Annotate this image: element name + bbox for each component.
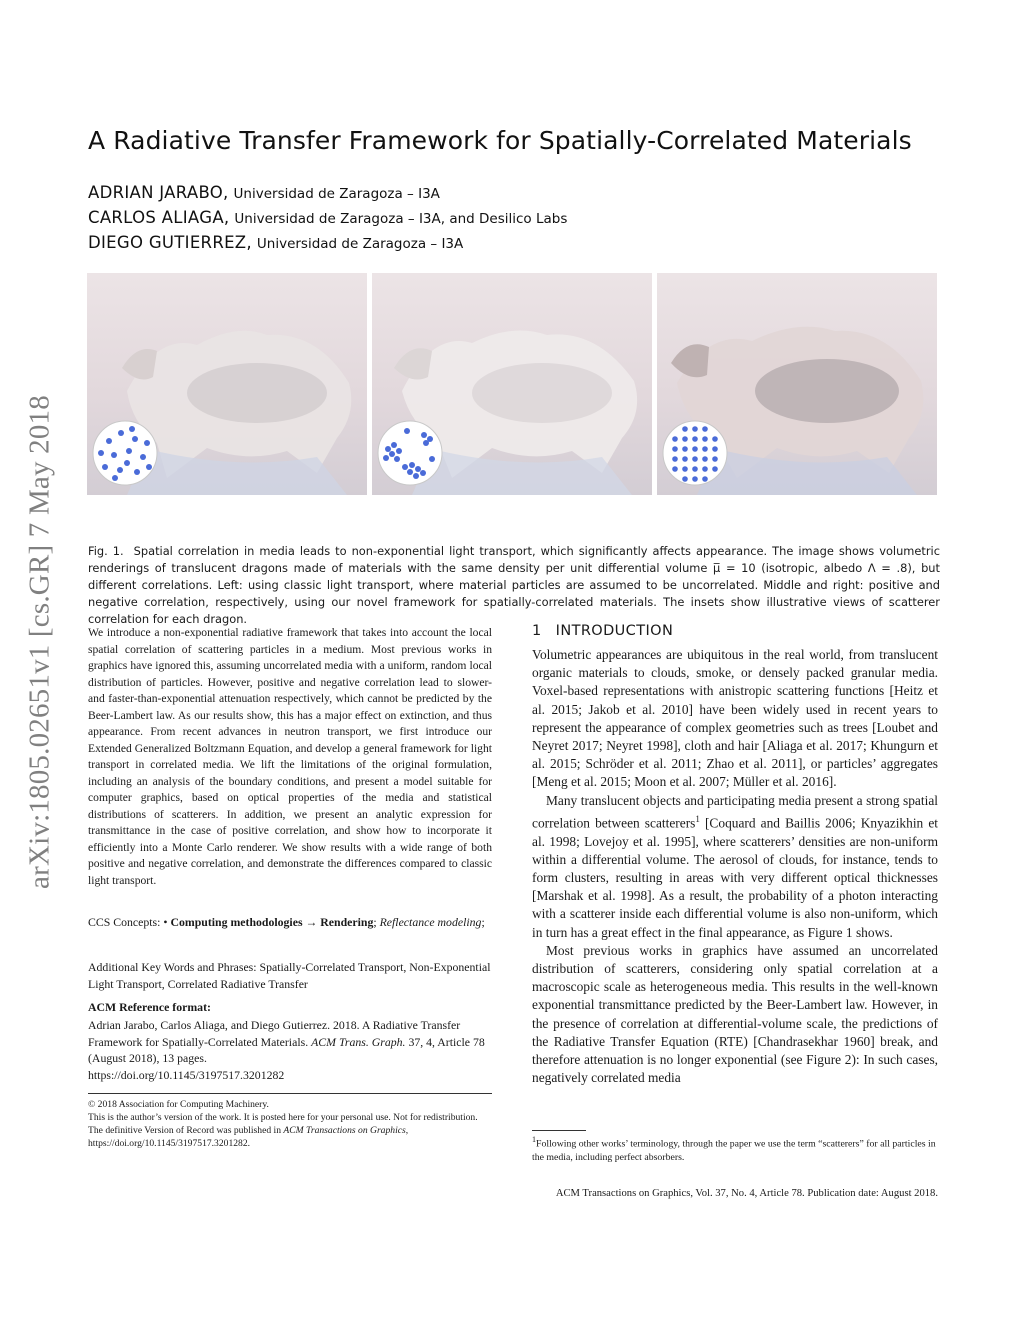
author-name: DIEGO GUTIERREZ, xyxy=(88,233,252,252)
figure-panel-positive-correlation xyxy=(372,273,652,495)
arxiv-sidebar xyxy=(18,352,62,932)
page-footer: ACM Transactions on Graphics, Vol. 37, No. 4, Article 78. Publication date: August 2018. xyxy=(555,1188,938,1199)
copyright-text: This is the author’s version of the work. It is posted here for your personal use. Not for redistribution. The definitive Version of Record was published in xyxy=(88,1112,478,1136)
paragraph-text: [Coquard and Baillis 2006; Knyazikhin et al. 1998; Lovejoy et al. 1995], where scatterers’ densities are non-uniform within a differential volume. The aerosol of clouds, for instance, tends to form clusters, resulting in areas with very different optical thicknesses [Marshak et al. 1998]. As a result, the probability of a photon interacting with a scatterer inside each differential volume is also non-uniform, which in turn has a great effect in the final appearance, as Figure 1 shows. xyxy=(532,815,938,940)
dragon-render xyxy=(657,273,937,495)
acm-reference-volume: 37, 4, Article 78 (August 2018), 13 pages. xyxy=(88,1034,485,1065)
arxiv-id: arXiv:1805.02651v1 [cs.GR] 7 May 2018 xyxy=(23,395,56,889)
author-name: CARLOS ALIAGA, xyxy=(88,208,230,227)
ccs-end: ; xyxy=(481,915,485,929)
author-line xyxy=(88,208,567,227)
paragraph: Most previous works in graphics have assumed an uncorrelated distribution of scatterers, considering only spatial correlation at a macroscopic scale as heterogeneous media. This results in the well-known exponential transmittance predicted by the Beer-Lambert law. However, in the presence of correlation at differential-volume scale, the predictions of the Radiative Transfer Equation (RTE) [Chandrasekhar 1960] break, and therefore attenuation is no longer exponential (see Figure 2): In such cases, negatively correlated media xyxy=(532,942,938,1086)
footnote-mark[interactable]: 1 xyxy=(695,813,700,824)
divider xyxy=(88,1093,492,1094)
ccs-arrow: → xyxy=(302,915,321,929)
acm-reference-journal: ACM Trans. Graph. xyxy=(311,1034,406,1049)
author-line xyxy=(88,183,440,202)
footnote-text: Following other works’ terminology, through the paper we use the term “scatterers” for all particles in the media, including perfect absorbers. xyxy=(532,1138,936,1163)
ccs-prefix: CCS Concepts: • xyxy=(88,915,168,929)
footnote-number: 1 xyxy=(532,1135,536,1144)
section-number: 1 xyxy=(532,623,542,639)
keywords: Additional Key Words and Phrases: Spatially-Correlated Transport, Non-Exponential Light Transport, Correlated Radiative Transfer xyxy=(88,960,491,991)
figure-panel-uncorrelated xyxy=(87,273,367,495)
section-heading xyxy=(532,623,938,639)
author-name: ADRIAN JARABO, xyxy=(88,183,229,202)
copyright-line: © 2018 Association for Computing Machinery. xyxy=(88,1099,269,1110)
ccs-rendering: Rendering xyxy=(320,915,374,929)
introduction-body xyxy=(532,646,938,1087)
figure-caption xyxy=(88,543,940,628)
copyright xyxy=(88,1098,492,1150)
abstract: We introduce a non-exponential radiative framework that takes into account the local spatial correlation of scattering particles in a medium. Most previous works in graphics have ignored this, assuming uncorrelated media with a uniform, random local distribution of particles. However, positive and negative correlation lead to slower- and faster-than-exponential attenuation respectively, which cannot be predicted by the Beer-Lambert law. As our results show, this has a major effect on extinction, and thus appearance. From recent advances in neutron transport, we first introduce our Extended Generalized Boltzmann Equation, and develop a general framework for light transport in correlated media. We lift the limitations of the original formulation, including an analysis of the boundary conditions, and present a model suitable for computer graphics, based on optical properties of the media and statistical distributions of scatterers. In addition, we present an analytic expression for transmittance in the case of positive correlation, and show how to incorporate it efficiently into a Monte Carlo renderer. We show results with a wide range of both positive and negative correlation, and demonstrate the differences compared to classic light transport. xyxy=(88,626,492,887)
ccs-separator: ; xyxy=(373,915,380,929)
figure-caption-label: Fig. 1. xyxy=(88,544,124,558)
acm-reference xyxy=(88,1017,492,1083)
author-affiliation: Universidad de Zaragoza – I3A xyxy=(233,186,440,202)
copyright-journal: ACM Transactions on Graphics xyxy=(283,1125,406,1136)
footnote xyxy=(532,1133,938,1164)
author-line xyxy=(88,233,463,252)
acm-reference-text: Adrian Jarabo, Carlos Aliaga, and Diego Gutierrez. 2018. A Radiative Transfer Framework for Spatially-Correlated Materials. xyxy=(88,1018,461,1049)
copyright-notice xyxy=(88,1111,492,1150)
author-affiliation: Universidad de Zaragoza – I3A xyxy=(256,236,464,252)
copyright-doi: , https://doi.org/10.1145/3197517.3201282. xyxy=(88,1125,409,1149)
acm-reference-doi[interactable]: https://doi.org/10.1145/3197517.3201282 xyxy=(88,1067,285,1082)
ccs-computing: Computing methodologies xyxy=(170,915,303,929)
dragon-render xyxy=(87,273,367,495)
author-affiliation: Universidad de Zaragoza – I3A, and Desilico Labs xyxy=(234,211,568,227)
footnote-divider xyxy=(532,1130,586,1131)
acm-reference-heading: ACM Reference format: xyxy=(88,1000,211,1014)
figure-panel-negative-correlation xyxy=(657,273,937,495)
dragon-render xyxy=(372,273,652,495)
ccs-reflectance: Reflectance modeling xyxy=(379,915,482,929)
section-title: INTRODUCTION xyxy=(555,623,674,639)
paragraph-text: Many translucent objects and participating media present a strong spatial correlation between scatterers xyxy=(532,792,938,831)
figure-caption-text: Spatial correlation in media leads to non-exponential light transport, which significantly affects appearance. The image shows volumetric renderings of translucent dragons made of materials with the same density per unit differential volume μ̅ = 10 (isotropic, albedo Λ = .8), but different correlations. Left: using classic light transport, where material particles are assumed to be uncorrelated. Middle and right: positive and negative correlation, respectively, using our novel framework for spatially-correlated materials. The insets show illustrative views of scatterer correlation for each dragon. xyxy=(88,544,940,626)
paper-title: A Radiative Transfer Framework for Spatially-Correlated Materials xyxy=(88,126,912,155)
ccs-concepts xyxy=(88,914,492,931)
paragraph: Volumetric appearances are ubiquitous in the real world, from translucent organic materials to clouds, smoke, or densely packed granular media. Voxel-based representations with anistropic scattering functions [Heitz et al. 2015; Jakob et al. 2010] have been widely used in recent years to represent the appearance of complex geometries such as trees [Loubet and Neyret 2017; Neyret 1998], cloth and hair [Aliaga et al. 2017; Khungurn et al. 2015; Schröder et al. 2011; Zhao et al. 2011], or particles’ aggregates [Meng et al. 2015; Moon et al. 2007; Müller et al. 2016]. xyxy=(532,647,938,790)
paragraph xyxy=(532,792,938,942)
